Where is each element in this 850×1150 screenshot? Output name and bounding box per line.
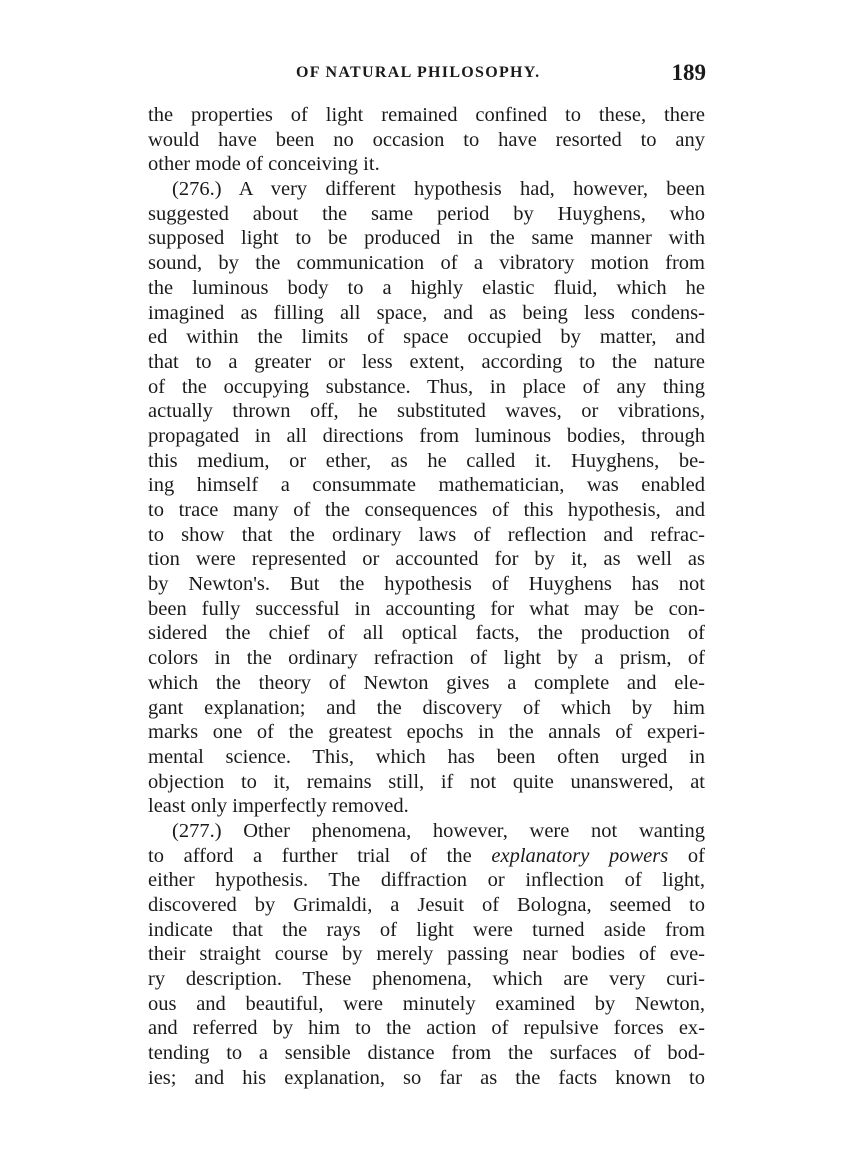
text-line: supposed light to be produced in the same manner with: [148, 227, 705, 250]
text-line: marks one of the greatest epochs in the annals of experi-: [148, 721, 705, 744]
text-line: sound, by the communication of a vibratory motion from: [148, 252, 705, 275]
text-line: mental science. This, which has been often urged in: [148, 745, 705, 768]
text-line: other mode of conceiving it.: [148, 153, 380, 176]
text-line: either hypothesis. The diffraction or inflection of light,: [148, 869, 705, 892]
line-lead-text: to afford a further trial of the: [148, 844, 492, 867]
text-line: ry description. These phenomena, which are very curi-: [148, 968, 705, 991]
text-line: least only imperfectly removed.: [148, 795, 409, 818]
text-line: to trace many of the consequences of this hypothesis, and: [148, 499, 705, 521]
text-line: imagined as filling all space, and as being less condens-: [148, 301, 705, 324]
paragraph-277-start: (277.) Other phenomena, however, were not wanting: [172, 819, 705, 842]
text-line: the properties of light remained confined to these, there: [148, 104, 705, 126]
text-line: this medium, or ether, as he called it. Huyghens, be-: [148, 449, 705, 472]
italic-phrase: explanatory powers: [491, 844, 669, 867]
text-line: actually thrown off, he substituted waves, or vibrations,: [148, 400, 705, 423]
line-trail-text: of: [668, 844, 705, 867]
text-line: ies; and his explanation, so far as the facts known to: [148, 1066, 705, 1089]
text-line: tion were represented or accounted for by it, as well as: [148, 548, 705, 571]
text-line: the luminous body to a highly elastic fluid, which he: [148, 276, 705, 299]
text-line-with-italic: [148, 844, 705, 869]
text-line: and referred by him to the action of repulsive forces ex-: [148, 1017, 705, 1040]
text-line: discovered by Grimaldi, a Jesuit of Bologna, seemed to: [148, 894, 705, 916]
text-line: that to a greater or less extent, according to the nature: [148, 350, 705, 373]
text-line: sidered the chief of all optical facts, the production of: [148, 622, 705, 645]
text-line: ing himself a consummate mathematician, was enabled: [148, 474, 705, 497]
text-line: ed within the limits of space occupied by matter, and: [148, 326, 705, 349]
text-line: propagated in all directions from luminous bodies, through: [148, 424, 705, 447]
text-line: by Newton's. But the hypothesis of Huyghens has not: [148, 573, 705, 596]
text-line: of the occupying substance. Thus, in place of any thing: [148, 375, 705, 398]
text-line: suggested about the same period by Huyghens, who: [148, 202, 705, 225]
running-title: OF NATURAL PHILOSOPHY.: [296, 64, 541, 81]
text-line: colors in the ordinary refraction of light by a prism, of: [148, 647, 705, 670]
text-line: their straight course by merely passing near bodies of eve-: [148, 943, 705, 966]
text-line: objection to it, remains still, if not quite unanswered, at: [148, 770, 705, 793]
text-line: indicate that the rays of light were turned aside from: [148, 918, 705, 941]
body-text: [148, 103, 705, 1091]
text-line: gant explanation; and the discovery of which by him: [148, 696, 705, 719]
page-number: 189: [671, 60, 706, 85]
page-header: [148, 60, 708, 90]
text-line: tending to a sensible distance from the surfaces of bod-: [148, 1042, 705, 1065]
text-line: which the theory of Newton gives a complete and ele-: [148, 671, 705, 694]
text-line: ous and beautiful, were minutely examined by Newton,: [148, 992, 705, 1015]
paragraph-276-start: (276.) A very different hypothesis had, however, been: [172, 178, 705, 201]
text-line: to show that the ordinary laws of reflection and refrac-: [148, 523, 705, 546]
text-line: been fully successful in accounting for what may be con-: [148, 597, 705, 620]
text-line: would have been no occasion to have resorted to any: [148, 128, 705, 151]
